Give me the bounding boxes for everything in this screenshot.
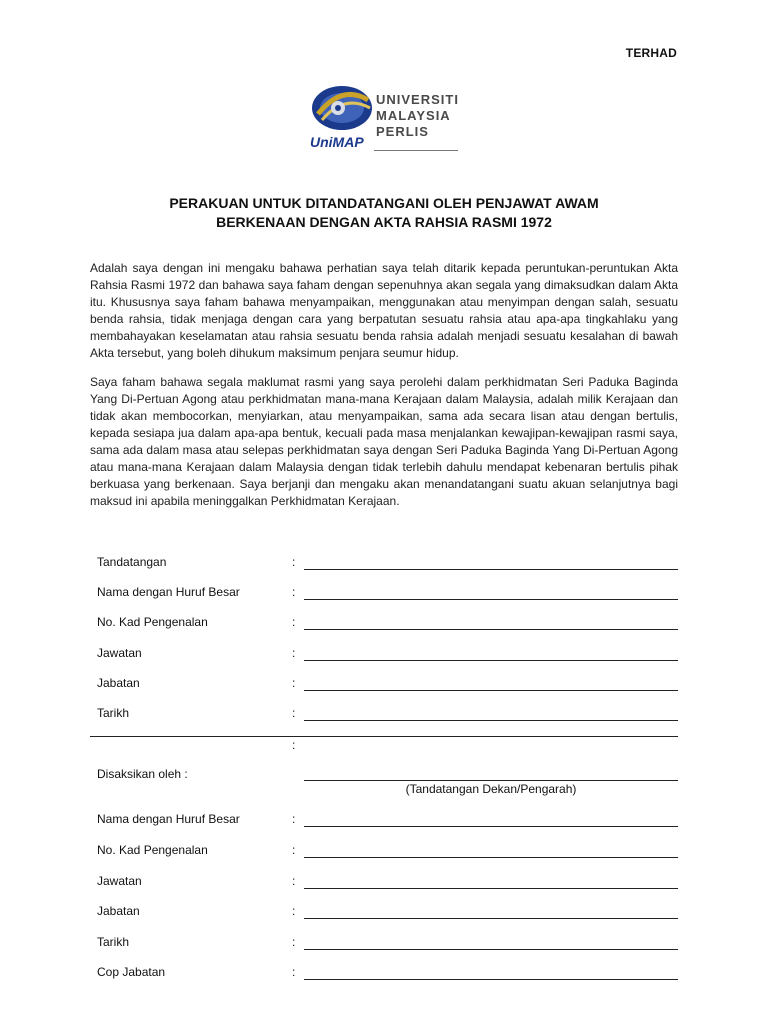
classification-label: TERHAD: [625, 46, 677, 60]
field-signature[interactable]: [97, 553, 678, 573]
logo-underline: [374, 150, 458, 151]
field-line[interactable]: [304, 720, 678, 721]
witness-field-date[interactable]: [97, 933, 678, 953]
logo-line-perlis: PERLIS: [376, 124, 429, 139]
section-divider: [90, 736, 678, 737]
field-colon: :: [292, 935, 296, 949]
field-line[interactable]: [304, 888, 678, 889]
field-line[interactable]: [304, 857, 678, 858]
field-colon: :: [292, 585, 296, 599]
field-line[interactable]: [304, 599, 678, 600]
field-label: Tarikh: [97, 935, 130, 949]
field-colon: :: [292, 555, 296, 569]
field-line[interactable]: [304, 690, 678, 691]
field-label: Tarikh: [97, 706, 130, 720]
field-label: Tandatangan: [97, 555, 167, 569]
field-line[interactable]: [304, 569, 678, 570]
field-label: Jawatan: [97, 874, 142, 888]
logo-wordmark: [376, 92, 459, 140]
witness-signature-line[interactable]: [304, 780, 678, 781]
field-line[interactable]: [304, 918, 678, 919]
field-colon: :: [292, 965, 296, 979]
witness-label: Disaksikan oleh :: [97, 767, 188, 781]
field-colon: :: [292, 843, 296, 857]
field-label: Nama dengan Huruf Besar: [97, 585, 240, 599]
paragraph-1: Adalah saya dengan ini mengaku bahawa perhatian saya telah ditarik kepada peruntukan-peruntukan Akta Rahsia Rasmi 1972 dan bahawa saya faham dengan sepenuhnya akan segala yang dimaksudkan dalam Akta itu. Khususnya saya faham bahawa menyampaikan, menggunakan atau menyimpan dengan salah, sesuatu benda rahsia, tidak menjaga dengan cara yang berpatutan sesuatu rahsia atau apa-apa tingkahlaku yang membahayakan keselamatan atau rahsia sesuatu benda rahsia adalah menjadi sesuatu kesalahan di bawah Akta tersebut, yang boleh dihukum maksimum penjara seumur hidup.: [90, 261, 678, 360]
document-title: [60, 194, 708, 232]
field-colon: :: [292, 615, 296, 629]
witness-field-name-capitals[interactable]: [97, 810, 678, 830]
field-label: No. Kad Pengenalan: [97, 843, 208, 857]
field-colon: :: [292, 706, 296, 720]
field-colon: :: [292, 812, 296, 826]
logo-brand: UniMAP: [310, 134, 364, 150]
field-colon: :: [292, 646, 296, 660]
field-label: No. Kad Pengenalan: [97, 615, 208, 629]
witness-field-dept-stamp[interactable]: [97, 963, 678, 983]
field-label: Jabatan: [97, 676, 140, 690]
witness-field-position[interactable]: [97, 872, 678, 892]
field-line[interactable]: [304, 979, 678, 980]
witness-field-department[interactable]: [97, 902, 678, 922]
field-label: Cop Jabatan: [97, 965, 166, 979]
field-name-capitals[interactable]: [97, 583, 678, 603]
field-colon: :: [292, 874, 296, 888]
witness-signature-caption: (Tandatangan Dekan/Pengarah): [405, 782, 577, 796]
field-line[interactable]: [304, 949, 678, 950]
logo-line-universiti: UNIVERSITI: [376, 92, 459, 107]
paragraph-2: Saya faham bahawa segala maklumat rasmi yang saya perolehi dalam perkhidmatan Seri Paduka Baginda Yang Di-Pertuan Agong atau perkhidmatan mana-mana Kerajaan dalam Malaysia, adalah milik Kerajaan dan tidak akan membocorkan, menyiarkan, atau menyampaikan, sama ada secara lisan atau dengan bertulis, kepada sesiapa jua dalam apa-apa bentuk, kecuali pada masa menjalankan kewajipan-kewajipan rasmi saya, sama ada dalam masa atau selepas perkhidmatan saya dengan Seri Paduka Baginda Yang Di-Pertuan Agong atau mana-mana Kerajaan dalam Malaysia dengan tidak terlebih dahulu mendapat kebenaran bertulis pihak berkuasa yang berkenaan. Saya berjanji dan mengaku akan menandatangani suatu akuan selanjutnya bagi maksud ini apabila meninggalkan Perkhidmatan Kerajaan.: [90, 375, 678, 508]
field-colon: :: [292, 676, 296, 690]
title-line-2: BERKENAAN DENGAN AKTA RAHSIA RASMI 1972: [216, 214, 552, 230]
university-logo: [308, 78, 460, 154]
field-department[interactable]: [97, 674, 678, 694]
logo-emblem-icon: [308, 78, 378, 138]
field-label: Jabatan: [97, 904, 140, 918]
field-position[interactable]: [97, 644, 678, 664]
field-line[interactable]: [304, 826, 678, 827]
field-label: Nama dengan Huruf Besar: [97, 812, 240, 826]
field-ic-number[interactable]: [97, 613, 678, 633]
witness-field-ic-number[interactable]: [97, 841, 678, 861]
field-colon: :: [292, 738, 296, 752]
field-line[interactable]: [304, 660, 678, 661]
field-line[interactable]: [304, 629, 678, 630]
logo-line-malaysia: MALAYSIA: [376, 108, 451, 123]
field-date[interactable]: [97, 704, 678, 724]
field-label: Jawatan: [97, 646, 142, 660]
title-line-1: PERAKUAN UNTUK DITANDATANGANI OLEH PENJAWAT AWAM: [169, 195, 599, 211]
field-colon: :: [292, 904, 296, 918]
